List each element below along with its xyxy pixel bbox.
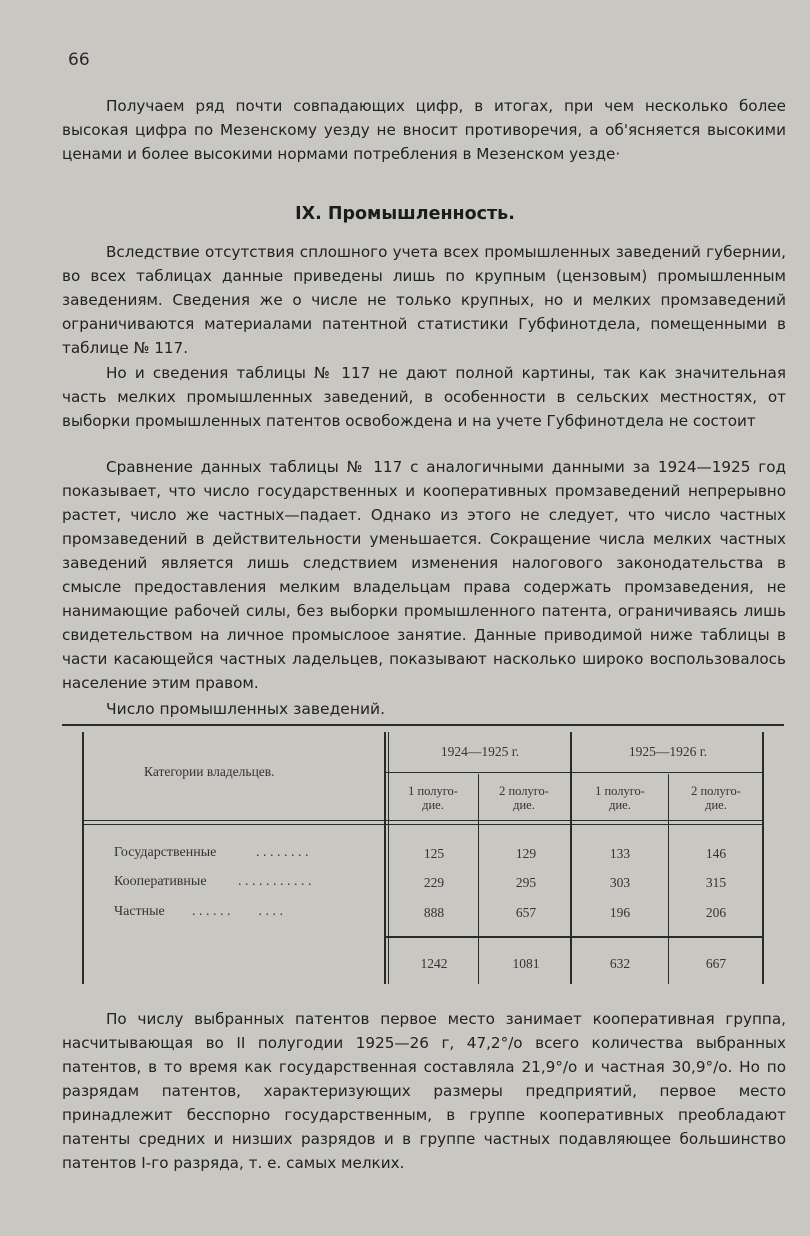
- cell-coop-1925-h2: 315: [705, 875, 727, 890]
- total-1924-h2: 1081: [512, 956, 540, 971]
- half-header-1b-line2: дие.: [609, 798, 631, 812]
- table-year-underline: [386, 772, 764, 773]
- data-table: [62, 724, 784, 988]
- half-header-1b: [574, 784, 666, 812]
- table-divider-main: [384, 732, 386, 984]
- table-left-border: [82, 732, 84, 984]
- row-private-label: Частные: [114, 904, 165, 919]
- year-header-1925: 1925—1926 г.: [628, 744, 708, 759]
- table-caption: Число промышленных заведений.: [106, 700, 386, 718]
- table-total-rule: [386, 936, 764, 938]
- table-divider-half-1: [478, 774, 479, 984]
- half-header-1b-line1: 1 полуго-: [595, 784, 645, 798]
- page-number: 66: [68, 50, 90, 70]
- cell-state-1924-h2: 129: [515, 846, 537, 861]
- table-divider-half-2: [668, 774, 669, 984]
- table-top-rule: [62, 724, 784, 726]
- cell-coop-1924-h2: 295: [515, 875, 537, 890]
- paragraph-2: Но и сведения таблицы № 117 не дают полной картины, так как значительная часть мелких промышленных заведений, в особенности в сельских местностях, от выборки промышленных патентов освобождена и на учете Губфинотдела не состоит: [62, 364, 786, 430]
- cell-state-1925-h2: 146: [705, 846, 727, 861]
- total-1925-h1: 632: [609, 956, 631, 971]
- half-header-1a-line2: дие.: [422, 798, 444, 812]
- intro-paragraph: Получаем ряд почти совпадающих цифр, в итогах, при чем несколько более высокая цифра по Мезенскому уезду не вносит противоречия, а об'ясняется высокими ценами и более высокими нормами потребления в Мезенском уезде·: [62, 97, 786, 163]
- half-header-2b: [670, 784, 762, 812]
- table-divider-year: [570, 732, 572, 984]
- cell-coop-1924-h1: 229: [423, 875, 445, 890]
- cell-state-1924-h1: 125: [423, 846, 445, 861]
- cell-private-1925-h2: 206: [705, 905, 727, 920]
- total-1925-h2: 667: [705, 956, 727, 971]
- cell-coop-1925-h1: 303: [609, 875, 631, 890]
- half-header-1a-line1: 1 полуго-: [408, 784, 458, 798]
- half-header-2a-line1: 2 полуго-: [499, 784, 549, 798]
- table-divider-main-2: [388, 732, 389, 984]
- cell-private-1924-h1: 888: [423, 905, 445, 920]
- year-header-1924: 1924—1925 г.: [440, 744, 520, 759]
- row-state-dots: . . . . . . . .: [256, 845, 309, 860]
- half-header-2b-line2: дие.: [705, 798, 727, 812]
- closing-paragraph: По числу выбранных патентов первое место занимает кооперативная группа, насчитывающая во II полугодии 1925—26 г, 47,2°/о всего количества выбранных патентов, в то время как государственная составляла 21,9°/о и частная 30,9°/о. Но по разрядам патентов, характеризующих размеры предприятий, первое место принадлежит бесспорно государственным, в группе кооперативных преобладают патенты средних и низших разрядов и в группе частных подавляющее большинство патентов I-го разряда, т. е. самых мелких.: [62, 1010, 786, 1172]
- table-right-border: [762, 732, 764, 984]
- section-heading: IX. Промышленность.: [295, 204, 515, 224]
- half-header-2a: [480, 784, 568, 812]
- table-header-rule-1: [82, 820, 764, 821]
- row-coop-label: Кооперативные: [114, 874, 207, 889]
- total-1924-h1: 1242: [420, 956, 448, 971]
- half-header-2b-line1: 2 полуго-: [691, 784, 741, 798]
- paragraph-1: Вследствие отсутствия сплошного учета всех промышленных заведений губернии, во всех таблицах данные приведены лишь по крупным (цензовым) промышленным заведениям. Сведения же о числе не только крупных, но и мелких промзаведений ограничиваются материалами патентной статистики Губфинотдела, помещенными в таблице № 117.: [62, 243, 786, 357]
- paragraph-3: Сравнение данных таблицы № 117 с аналогичными данными за 1924—1925 год показывает, что число государственных и кооперативных промзаведений непрерывно растет, число же частных—падает. Однако из этого не следует, что число частных промзаведений в действительности уменьшается. Сокращение числа мелких частных заведений является лишь следствием изменения налогового законодательства в смысле предоставления мелким владельцам права содержать промзаведения, не нанимающие рабочей силы, без выборки промышленного патента, ограничиваясь лишь свидетельством на личное промыслоое занятие. Данные приводимой ниже таблицы в части касающейся частных ладельцев, показывают насколько широко воспользовалось население этим правом.: [62, 458, 786, 692]
- cell-private-1925-h1: 196: [609, 905, 631, 920]
- row-state-label: Государственные: [114, 845, 217, 860]
- table-header-rule-2: [82, 824, 764, 825]
- cell-private-1924-h2: 657: [515, 905, 537, 920]
- row-coop-dots: . . . . . . . . . . .: [238, 874, 312, 889]
- cell-state-1925-h1: 133: [609, 846, 631, 861]
- half-header-2a-line2: дие.: [513, 798, 535, 812]
- category-header: Категории владельцев.: [144, 764, 275, 779]
- row-private-dots: . . . . . . . . . .: [192, 904, 283, 919]
- half-header-1a: [390, 784, 476, 812]
